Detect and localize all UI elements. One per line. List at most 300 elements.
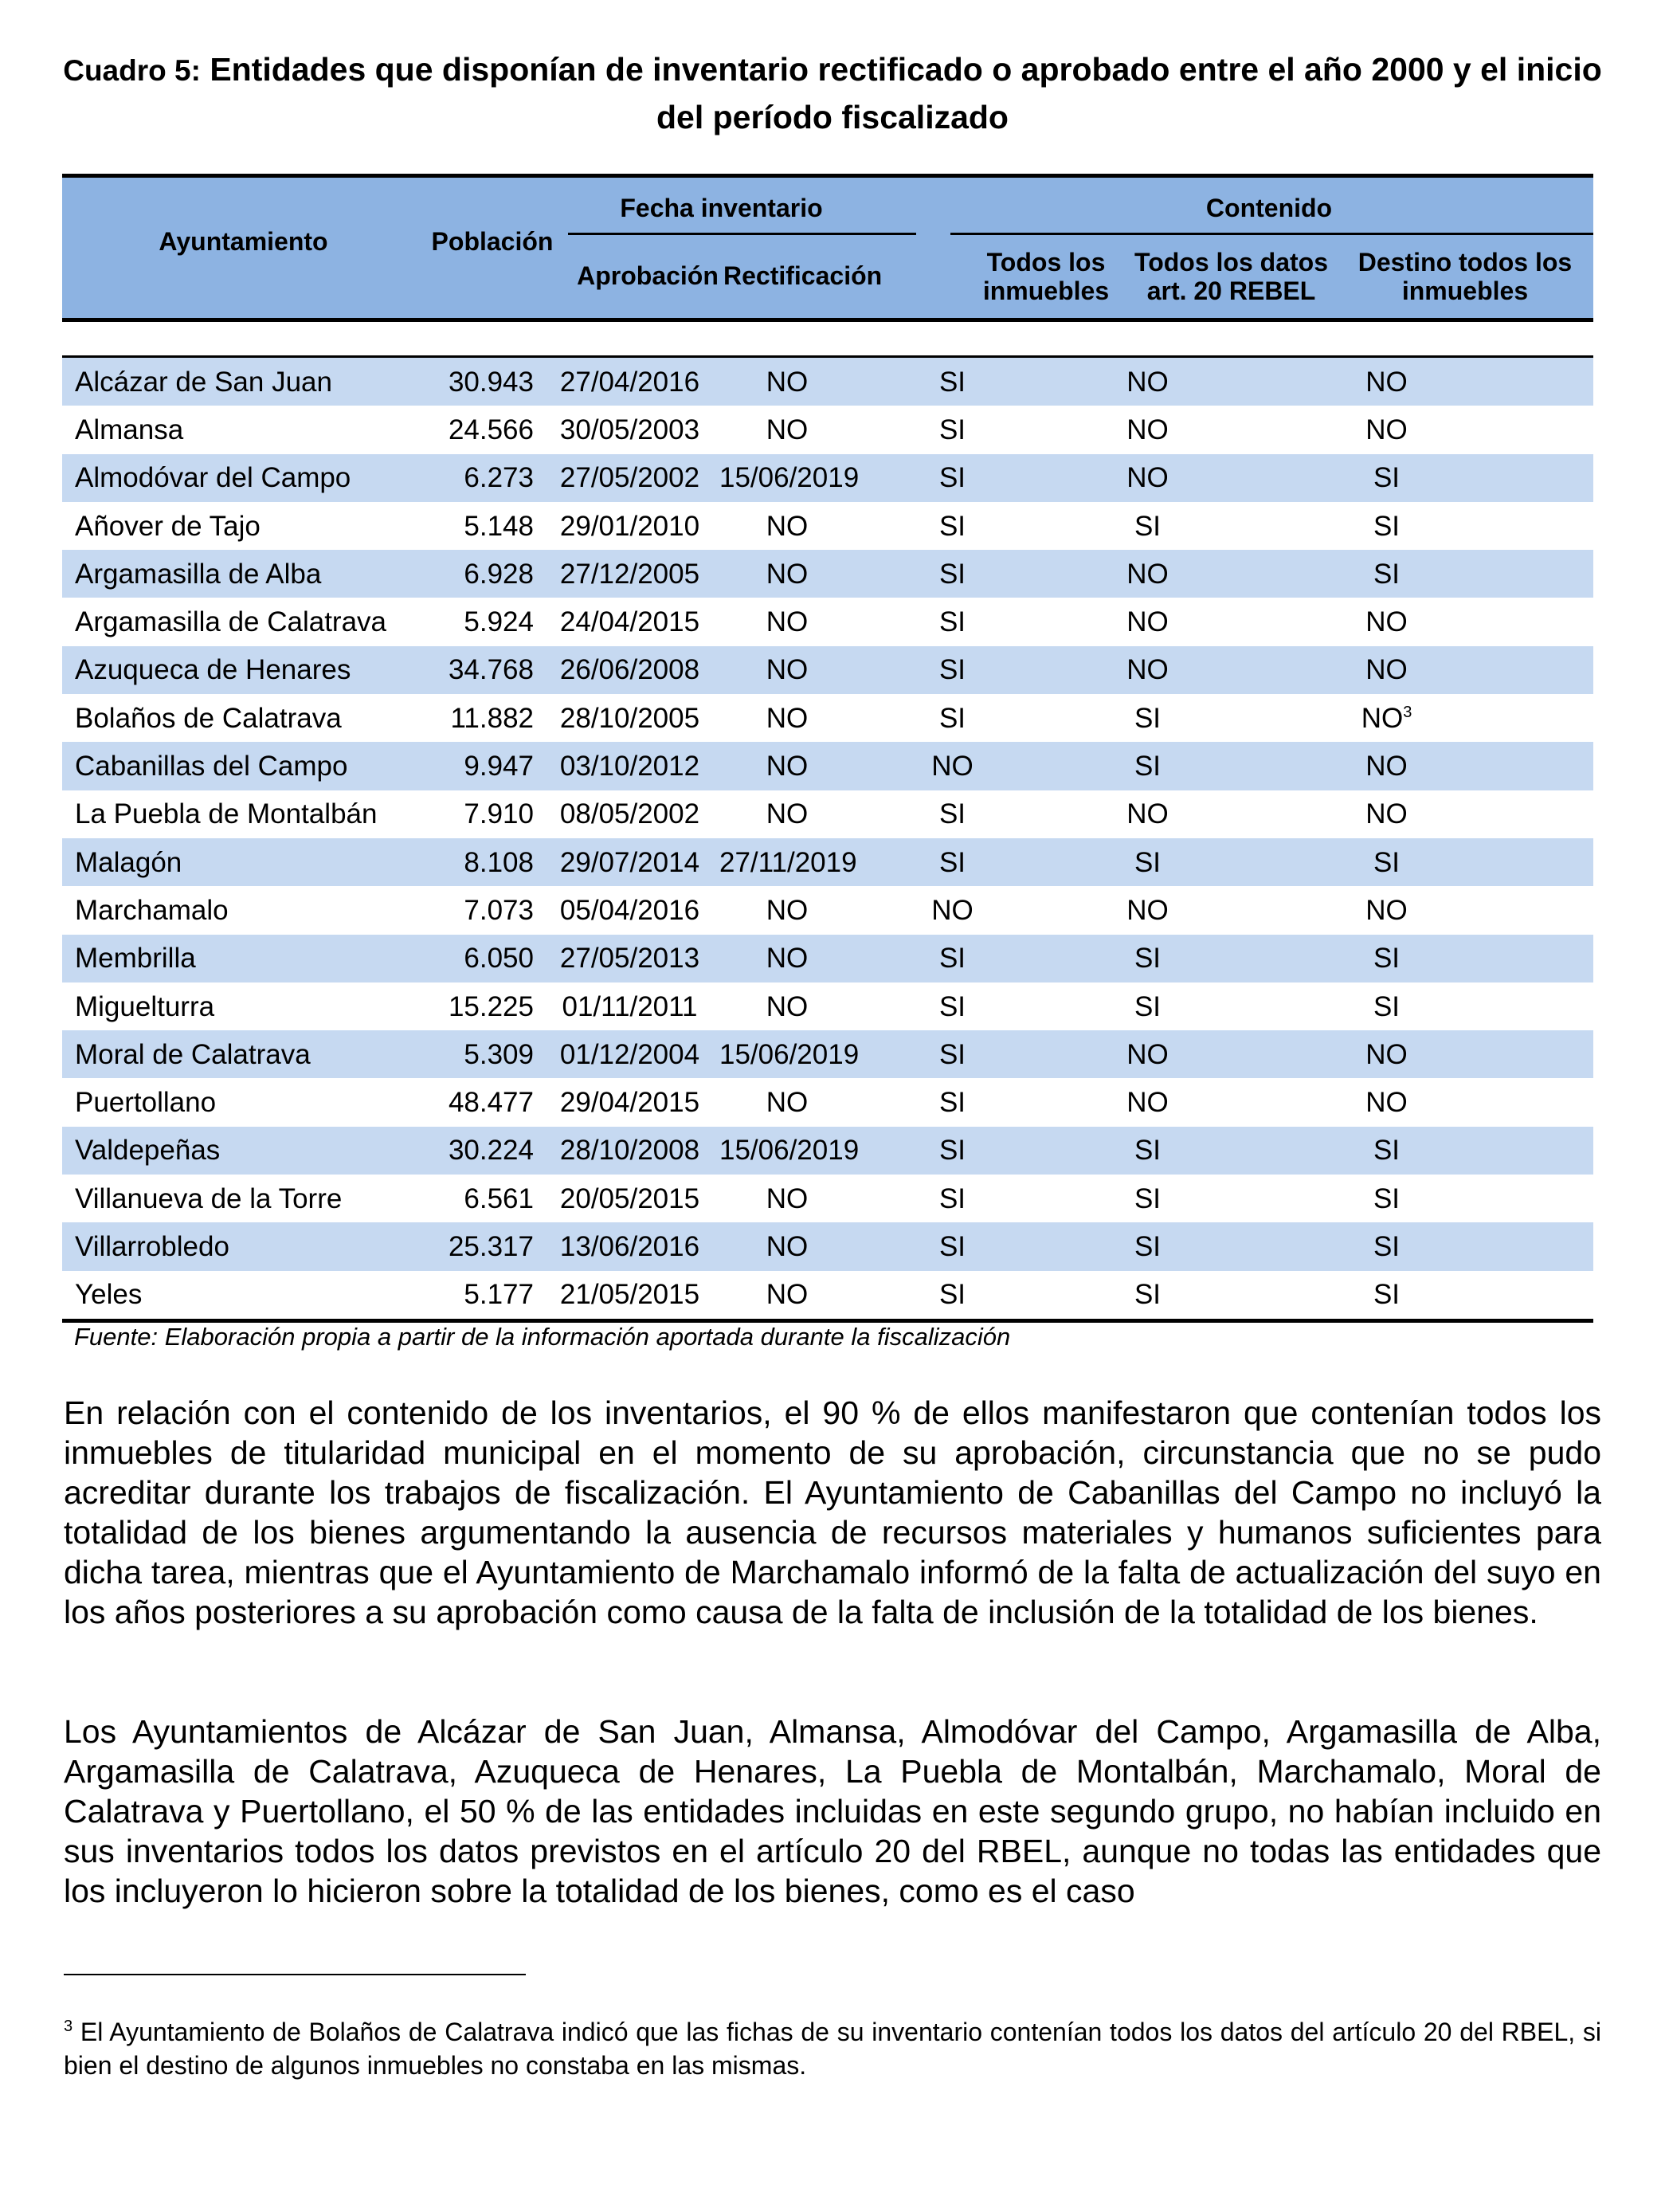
cell-aprobacion	[540, 752, 719, 780]
cell-rectificacion-text: NO	[766, 894, 809, 926]
cell-ayuntamiento-text: Moral de Calatrava	[75, 1038, 311, 1070]
cell-destino	[1245, 1182, 1528, 1214]
cell-aprobacion	[540, 1279, 719, 1311]
cell-aprobacion-text: 28/10/2005	[559, 702, 700, 734]
cell-destino-text: NO	[1365, 366, 1408, 398]
cell-aprobacion	[540, 560, 719, 588]
cell-poblacion-text: 6.561	[464, 1182, 534, 1214]
cell-destino	[1245, 990, 1528, 1022]
table-row	[62, 982, 1593, 1030]
cell-rectificacion	[719, 656, 855, 684]
cell-aprobacion-text: 13/06/2016	[559, 1230, 700, 1262]
cell-rectificacion-text: NO	[766, 990, 809, 1022]
cell-poblacion-text: 5.148	[464, 510, 534, 542]
cell-todos-datos	[1050, 990, 1245, 1022]
cell-todos-inmuebles-text: SI	[938, 1135, 966, 1167]
cell-todos-datos	[1050, 368, 1245, 396]
cell-destino	[1245, 800, 1528, 828]
cell-todos-datos-text: SI	[1134, 990, 1162, 1022]
footnote	[64, 2010, 1601, 2082]
header-fecha-inventario: Fecha inventario	[620, 194, 823, 222]
cell-todos-inmuebles	[855, 368, 1050, 396]
cell-rectificacion-text: NO	[766, 1230, 809, 1262]
cell-ayuntamiento-text: Alcázar de San Juan	[75, 366, 332, 398]
cell-todos-inmuebles-text: SI	[938, 798, 966, 830]
cell-todos-inmuebles-text: NO	[931, 751, 974, 782]
cell-ayuntamiento-text: Cabanillas del Campo	[75, 751, 348, 782]
cell-todos-datos	[1050, 1279, 1245, 1311]
cell-ayuntamiento-text: Argamasilla de Calatrava	[75, 606, 387, 638]
cell-todos-inmuebles-text: NO	[931, 894, 974, 926]
cell-destino	[1245, 560, 1528, 588]
cell-todos-datos-text: NO	[1126, 462, 1169, 494]
cell-rectificacion	[719, 368, 855, 396]
cell-aprobacion-text: 28/10/2008	[559, 1135, 700, 1167]
cell-destino-text: SI	[1373, 510, 1401, 542]
table-row	[62, 886, 1593, 934]
cell-rectificacion	[719, 896, 855, 924]
cell-ayuntamiento-text: Villanueva de la Torre	[75, 1182, 343, 1214]
cell-destino	[1245, 1230, 1528, 1262]
cell-todos-datos	[1050, 1182, 1245, 1214]
cell-todos-inmuebles-text: SI	[938, 990, 966, 1022]
cell-ayuntamiento	[62, 800, 425, 828]
cell-todos-inmuebles	[855, 943, 1050, 975]
cell-ayuntamiento	[62, 1279, 425, 1311]
cell-ayuntamiento	[62, 990, 425, 1022]
cell-poblacion	[425, 560, 540, 588]
cell-todos-datos	[1050, 943, 1245, 975]
cell-todos-datos	[1050, 896, 1245, 924]
cell-destino	[1245, 368, 1528, 396]
cell-aprobacion-text: 03/10/2012	[559, 751, 700, 782]
header-contenido-underline	[950, 233, 1593, 235]
cell-aprobacion-text: 29/01/2010	[559, 510, 700, 542]
cell-aprobacion-text: 05/04/2016	[559, 894, 700, 926]
cell-todos-datos-text: SI	[1134, 1279, 1162, 1311]
cell-destino-text: SI	[1373, 846, 1401, 878]
cell-rectificacion	[719, 1182, 855, 1214]
cell-todos-inmuebles	[855, 1230, 1050, 1262]
table-row	[62, 550, 1593, 598]
table-title	[56, 46, 1609, 140]
table-row	[62, 502, 1593, 550]
cell-ayuntamiento-text: Azuqueca de Henares	[75, 654, 351, 686]
cell-aprobacion-text: 30/05/2003	[559, 414, 700, 445]
cell-poblacion	[425, 464, 540, 492]
cell-ayuntamiento	[62, 1182, 425, 1214]
cell-poblacion-text: 7.073	[464, 894, 534, 926]
table-row	[62, 838, 1593, 886]
header-gap	[62, 322, 1593, 355]
cell-todos-inmuebles-text: SI	[938, 1087, 966, 1119]
cell-ayuntamiento-text: Bolaños de Calatrava	[75, 702, 342, 734]
cell-todos-inmuebles-text: SI	[938, 462, 966, 494]
cell-aprobacion	[540, 704, 719, 732]
cell-todos-datos	[1050, 656, 1245, 684]
cell-destino	[1245, 846, 1528, 878]
cell-poblacion-text: 34.768	[448, 654, 534, 686]
cell-aprobacion-text: 27/05/2013	[559, 943, 700, 975]
cell-todos-datos	[1050, 560, 1245, 588]
cell-destino-text: NO	[1365, 1087, 1408, 1119]
cell-todos-inmuebles-text: SI	[938, 943, 966, 975]
cell-poblacion	[425, 512, 540, 540]
cell-todos-inmuebles	[855, 560, 1050, 588]
cell-destino-text: SI	[1373, 943, 1401, 975]
cell-todos-inmuebles	[855, 896, 1050, 924]
cell-todos-inmuebles-text: SI	[938, 1230, 966, 1262]
table-row	[62, 1222, 1593, 1270]
cell-aprobacion	[540, 1087, 719, 1119]
cell-todos-datos	[1050, 1135, 1245, 1167]
cell-aprobacion	[540, 368, 719, 396]
cell-todos-inmuebles	[855, 846, 1050, 878]
cell-todos-datos	[1050, 416, 1245, 444]
cell-rectificacion	[719, 1135, 860, 1167]
cell-poblacion-text: 30.224	[448, 1135, 534, 1167]
cell-ayuntamiento-text: Puertollano	[75, 1087, 217, 1119]
cell-todos-datos	[1050, 1087, 1245, 1119]
cell-ayuntamiento	[62, 464, 425, 492]
header-todos-inmuebles: Todos los inmuebles	[982, 248, 1110, 305]
cell-destino-text: SI	[1373, 1230, 1401, 1262]
cell-rectificacion	[719, 416, 855, 444]
table-row	[62, 1271, 1593, 1319]
cell-ayuntamiento	[62, 752, 425, 780]
cell-aprobacion	[540, 1182, 719, 1214]
cell-rectificacion-text: 15/06/2019	[719, 1038, 860, 1070]
cell-destino	[1245, 416, 1528, 444]
cell-rectificacion-text: NO	[766, 1087, 809, 1119]
cell-todos-inmuebles-text: SI	[938, 1182, 966, 1214]
table-title-label: Cuadro 5:	[63, 54, 201, 87]
header-destino: Destino todos los inmuebles	[1357, 248, 1573, 305]
cell-rectificacion	[719, 560, 855, 588]
cell-aprobacion	[540, 1038, 719, 1070]
footnote-text: El Ayuntamiento de Bolaños de Calatrava indicó que las fichas de su inventario contenían todos los datos del artículo 20 del RBEL, si bien el destino de algunos inmuebles no constaba en las mismas.	[64, 2018, 1602, 2080]
cell-destino	[1245, 704, 1528, 732]
cell-rectificacion	[719, 752, 855, 780]
table-row	[62, 1078, 1593, 1126]
cell-rectificacion	[719, 943, 855, 975]
cell-todos-inmuebles	[855, 752, 1050, 780]
cell-todos-inmuebles-text: SI	[938, 702, 966, 734]
cell-todos-inmuebles	[855, 1087, 1050, 1119]
cell-aprobacion	[540, 464, 719, 492]
cell-todos-datos-text: NO	[1126, 654, 1169, 686]
cell-aprobacion	[540, 990, 719, 1022]
cell-ayuntamiento	[62, 1038, 425, 1070]
table-row	[62, 790, 1593, 838]
cell-destino	[1245, 464, 1528, 492]
cell-destino	[1245, 943, 1528, 975]
cell-aprobacion-text: 21/05/2015	[559, 1279, 700, 1311]
cell-todos-inmuebles	[855, 1038, 1050, 1070]
cell-aprobacion-text: 01/12/2004	[559, 1038, 700, 1070]
table-row	[62, 694, 1593, 742]
cell-ayuntamiento-text: La Puebla de Montalbán	[75, 798, 378, 830]
cell-aprobacion	[540, 896, 719, 924]
cell-ayuntamiento	[62, 896, 425, 924]
cell-aprobacion-text: 27/12/2005	[559, 558, 700, 590]
cell-poblacion	[425, 1279, 540, 1311]
cell-todos-inmuebles	[855, 1135, 1050, 1167]
cell-destino-text: NO	[1365, 606, 1408, 638]
cell-todos-datos-text: NO	[1126, 798, 1169, 830]
cell-poblacion	[425, 1087, 540, 1119]
table-row	[62, 454, 1593, 502]
cell-rectificacion	[719, 1279, 855, 1311]
cell-rectificacion-text: NO	[766, 510, 809, 542]
cell-poblacion-text: 6.050	[464, 943, 534, 975]
cell-destino-text: SI	[1373, 558, 1401, 590]
header-poblacion: Población	[431, 227, 554, 256]
cell-todos-inmuebles	[855, 800, 1050, 828]
cell-ayuntamiento	[62, 1135, 425, 1167]
cell-ayuntamiento	[62, 368, 425, 396]
cell-destino-text: SI	[1373, 462, 1401, 494]
cell-rectificacion-text: NO	[766, 798, 809, 830]
cell-rectificacion	[719, 1230, 855, 1262]
cell-aprobacion	[540, 608, 719, 636]
cell-poblacion-text: 6.928	[464, 558, 534, 590]
cell-ayuntamiento	[62, 416, 425, 444]
cell-todos-inmuebles-text: SI	[938, 846, 966, 878]
table-row	[62, 598, 1593, 645]
cell-todos-inmuebles	[855, 512, 1050, 540]
cell-destino	[1245, 512, 1528, 540]
cell-todos-inmuebles	[855, 704, 1050, 732]
cell-todos-datos-text: NO	[1126, 1087, 1169, 1119]
cell-todos-datos-text: SI	[1134, 1182, 1162, 1214]
cell-ayuntamiento-text: Añover de Tajo	[75, 510, 261, 542]
cell-rectificacion-text: NO	[766, 414, 809, 445]
table-source-note: Fuente: Elaboración propia a partir de la información aportada durante la fiscalización	[74, 1323, 1011, 1351]
cell-todos-datos	[1050, 512, 1245, 540]
cell-todos-datos	[1050, 464, 1245, 492]
cell-poblacion	[425, 846, 540, 878]
table-row	[62, 1030, 1593, 1078]
cell-ayuntamiento	[62, 1087, 425, 1119]
cell-poblacion-text: 7.910	[464, 798, 534, 830]
cell-rectificacion	[719, 704, 855, 732]
cell-ayuntamiento	[62, 1230, 425, 1262]
cell-ayuntamiento	[62, 560, 425, 588]
cell-rectificacion	[719, 1038, 860, 1070]
cell-aprobacion-text: 26/06/2008	[559, 654, 700, 686]
cell-todos-datos-text: NO	[1126, 1038, 1169, 1070]
table-row	[62, 355, 1593, 406]
cell-destino-text: NO	[1365, 414, 1408, 445]
cell-rectificacion	[719, 512, 855, 540]
cell-poblacion	[425, 704, 540, 732]
cell-poblacion-text: 48.477	[448, 1087, 534, 1119]
cell-destino-text: NO	[1365, 894, 1408, 926]
cell-todos-datos-text: NO	[1126, 606, 1169, 638]
cell-ayuntamiento-text: Almansa	[75, 414, 184, 445]
cell-ayuntamiento	[62, 656, 425, 684]
cell-rectificacion-text: 27/11/2019	[719, 846, 857, 878]
cell-todos-datos	[1050, 1038, 1245, 1070]
header-rectificacion: Rectificación	[723, 261, 883, 290]
cell-poblacion-text: 24.566	[448, 414, 534, 445]
cell-aprobacion-text: 24/04/2015	[559, 606, 700, 638]
cell-ayuntamiento-text: Marchamalo	[75, 894, 229, 926]
cell-aprobacion	[540, 943, 719, 975]
cell-aprobacion-text: 27/04/2016	[559, 366, 700, 398]
cell-todos-inmuebles-text: SI	[938, 510, 966, 542]
header-fecha-underline	[568, 233, 916, 235]
cell-ayuntamiento	[62, 608, 425, 636]
table-body	[62, 355, 1593, 1319]
cell-destino	[1245, 1087, 1528, 1119]
cell-ayuntamiento-text: Argamasilla de Alba	[75, 558, 322, 590]
cell-todos-datos	[1050, 846, 1245, 878]
cell-poblacion	[425, 1182, 540, 1214]
cell-rectificacion-text: NO	[766, 1182, 809, 1214]
table-row	[62, 742, 1593, 790]
cell-destino	[1245, 1135, 1528, 1167]
cell-todos-datos	[1050, 608, 1245, 636]
cell-poblacion-text: 25.317	[448, 1230, 534, 1262]
cell-aprobacion-text: 27/05/2002	[559, 462, 700, 494]
footnote-separator	[64, 1974, 526, 1975]
cell-aprobacion-text: 01/11/2011	[562, 990, 698, 1022]
cell-destino	[1245, 1038, 1528, 1070]
cell-todos-inmuebles-text: SI	[938, 558, 966, 590]
cell-todos-datos-text: SI	[1134, 751, 1162, 782]
cell-rectificacion	[719, 846, 857, 878]
cell-poblacion	[425, 608, 540, 636]
cell-todos-inmuebles	[855, 608, 1050, 636]
cell-poblacion-text: 30.943	[448, 366, 534, 398]
cell-poblacion-text: 5.177	[464, 1279, 534, 1311]
cell-rectificacion-text: NO	[766, 366, 809, 398]
header-ayuntamiento: Ayuntamiento	[159, 227, 328, 256]
header-contenido: Contenido	[1205, 194, 1333, 222]
cell-poblacion	[425, 416, 540, 444]
cell-todos-datos-text: SI	[1134, 846, 1162, 878]
cell-poblacion	[425, 943, 540, 975]
cell-destino-text: SI	[1373, 1135, 1401, 1167]
cell-todos-inmuebles	[855, 416, 1050, 444]
cell-destino-text: NO	[1365, 654, 1408, 686]
cell-ayuntamiento-text: Miguelturra	[75, 990, 215, 1022]
cell-todos-inmuebles-text: SI	[938, 1279, 966, 1311]
cell-poblacion	[425, 368, 540, 396]
cell-poblacion-text: 8.108	[464, 846, 534, 878]
cell-destino-text: NO	[1361, 702, 1404, 734]
cell-aprobacion	[540, 512, 719, 540]
cell-todos-datos-text: SI	[1134, 1230, 1162, 1262]
cell-poblacion-text: 9.947	[464, 751, 534, 782]
cell-poblacion	[425, 1135, 540, 1167]
cell-todos-datos	[1050, 704, 1245, 732]
cell-ayuntamiento-text: Membrilla	[75, 943, 196, 975]
cell-aprobacion	[540, 416, 719, 444]
cell-aprobacion-text: 29/07/2014	[559, 846, 700, 878]
cell-rectificacion	[719, 462, 860, 494]
cell-ayuntamiento-text: Valdepeñas	[75, 1135, 221, 1167]
cell-todos-datos	[1050, 752, 1245, 780]
cell-ayuntamiento	[62, 512, 425, 540]
cell-poblacion-text: 6.273	[464, 462, 534, 494]
cell-destino	[1245, 1279, 1528, 1311]
cell-rectificacion-text: NO	[766, 702, 809, 734]
cell-rectificacion-text: 15/06/2019	[719, 1135, 860, 1167]
table-row	[62, 406, 1593, 453]
cell-todos-datos-text: NO	[1126, 894, 1169, 926]
cell-destino	[1245, 896, 1528, 924]
cell-destino	[1245, 608, 1528, 636]
cell-aprobacion	[540, 656, 719, 684]
cell-rectificacion-text: 15/06/2019	[719, 462, 860, 494]
cell-rectificacion	[719, 1087, 855, 1119]
cell-destino-text: SI	[1373, 990, 1401, 1022]
cell-poblacion	[425, 1230, 540, 1262]
cell-ayuntamiento	[62, 943, 425, 975]
cell-aprobacion	[540, 1135, 719, 1167]
cell-destino-text: NO	[1365, 751, 1408, 782]
paragraph-1: En relación con el contenido de los inventarios, el 90 % de ellos manifestaron que contenían todos los inmuebles de titularidad municipal en el momento de su aprobación, circunstancia que no se pudo acreditar durante los trabajos de fiscalización. El Ayuntamiento de Cabanillas del Campo no incluyó la totalidad de los bienes argumentando la ausencia de recursos materiales y humanos suficientes para dicha tarea, mientras que el Ayuntamiento de Marchamalo informó de la falta de actualización del suyo en los años posteriores a su aprobación como causa de la falta de inclusión de la totalidad de los bienes.	[64, 1394, 1601, 1630]
cell-ayuntamiento-text: Almodóvar del Campo	[75, 462, 351, 494]
cell-todos-inmuebles-text: SI	[938, 366, 966, 398]
cell-todos-inmuebles-text: SI	[938, 1038, 966, 1070]
table-header	[62, 174, 1593, 322]
footnote-reference: 3	[1403, 703, 1412, 721]
cell-todos-datos-text: NO	[1126, 366, 1169, 398]
cell-ayuntamiento-text: Villarrobledo	[75, 1230, 229, 1262]
cell-ayuntamiento	[62, 846, 425, 878]
cell-todos-inmuebles-text: SI	[938, 414, 966, 445]
cell-poblacion	[425, 752, 540, 780]
header-aprobacion: Aprobación	[577, 261, 719, 290]
cell-rectificacion-text: NO	[766, 751, 809, 782]
header-todos-datos: Todos los datos art. 20 REBEL	[1134, 248, 1328, 305]
cell-poblacion-text: 11.882	[450, 702, 534, 734]
cell-todos-datos	[1050, 800, 1245, 828]
cell-rectificacion-text: NO	[766, 654, 809, 686]
table-row	[62, 1175, 1593, 1222]
cell-todos-datos	[1050, 1230, 1245, 1262]
cell-todos-inmuebles-text: SI	[938, 654, 966, 686]
table-title-text: Entidades que disponían de inventario rectificado o aprobado entre el año 2000 y el inicio del período fiscalizado	[210, 51, 1602, 135]
cell-rectificacion	[719, 608, 855, 636]
cell-todos-datos-text: SI	[1134, 510, 1162, 542]
cell-aprobacion	[540, 846, 719, 878]
cell-todos-datos-text: SI	[1134, 702, 1162, 734]
cell-poblacion	[425, 656, 540, 684]
cell-rectificacion	[719, 990, 855, 1022]
cell-rectificacion-text: NO	[766, 943, 809, 975]
cell-todos-datos-text: NO	[1126, 414, 1169, 445]
cell-destino-text: SI	[1373, 1279, 1401, 1311]
paragraph-2: Los Ayuntamientos de Alcázar de San Juan, Almansa, Almodóvar del Campo, Argamasilla de Alba, Argamasilla de Calatrava, Azuqueca de Henares, La Puebla de Montalbán, Marchamalo, Moral de Calatrava y Puertollano, el 50 % de las entidades incluidas en este segundo grupo, no habían incluido en sus inventarios todos los datos previstos en el artículo 20 del RBEL, aunque no todas las entidades que los incluyeron lo hicieron sobre la totalidad de los bienes, como es el caso	[64, 1713, 1601, 1909]
cell-destino-text: NO	[1365, 798, 1408, 830]
cell-todos-inmuebles	[855, 1279, 1050, 1311]
cell-todos-inmuebles	[855, 656, 1050, 684]
cell-rectificacion	[719, 800, 855, 828]
cell-aprobacion-text: 29/04/2015	[559, 1087, 700, 1119]
cell-todos-datos-text: SI	[1134, 943, 1162, 975]
cell-ayuntamiento-text: Yeles	[75, 1279, 143, 1311]
cell-todos-datos-text: NO	[1126, 558, 1169, 590]
table-row	[62, 1127, 1593, 1175]
cell-ayuntamiento-text: Malagón	[75, 846, 182, 878]
cell-poblacion-text: 5.924	[464, 606, 534, 638]
cell-rectificacion-text: NO	[766, 558, 809, 590]
